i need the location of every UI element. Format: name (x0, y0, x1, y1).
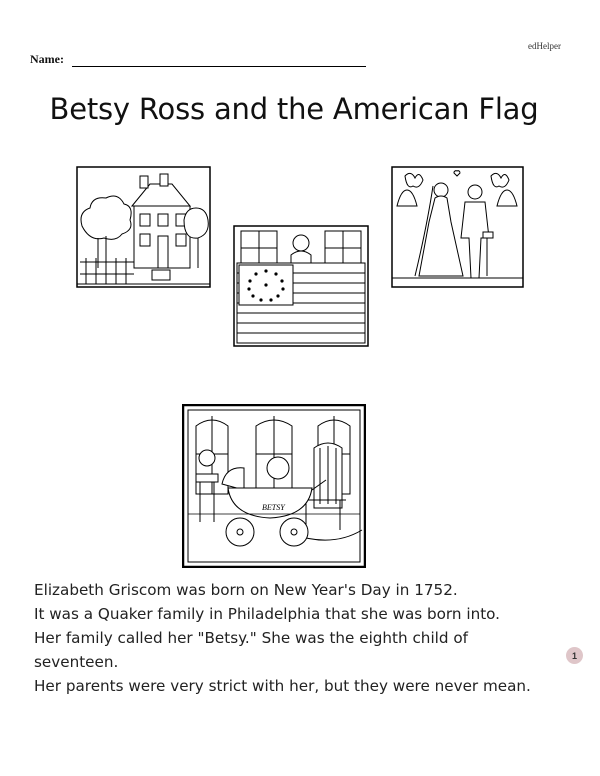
story-line: Her parents were very strict with her, but they were never mean. (34, 677, 531, 695)
page-title: Betsy Ross and the American Flag (49, 92, 539, 126)
house-illustration (76, 166, 211, 288)
wedding-illustration (391, 166, 524, 288)
name-label: Name: (30, 52, 64, 66)
baby-carriage-illustration (182, 404, 366, 568)
story-line: It was a Quaker family in Philadelphia that she was born into. (34, 605, 501, 623)
story-text (34, 578, 574, 698)
name-row (30, 52, 366, 67)
name-input-line[interactable] (72, 54, 366, 67)
story-line: Her family called her "Betsy." She was the eighth child of (34, 629, 468, 647)
brand-mark: edHelper (528, 41, 561, 51)
flag-illustration (233, 225, 369, 347)
story-line: seventeen. (34, 653, 119, 671)
carriage-label: BETSY (262, 503, 285, 512)
page-number-badge: 1 (566, 647, 583, 664)
story-line: Elizabeth Griscom was born on New Year's Day in 1752. (34, 581, 458, 599)
